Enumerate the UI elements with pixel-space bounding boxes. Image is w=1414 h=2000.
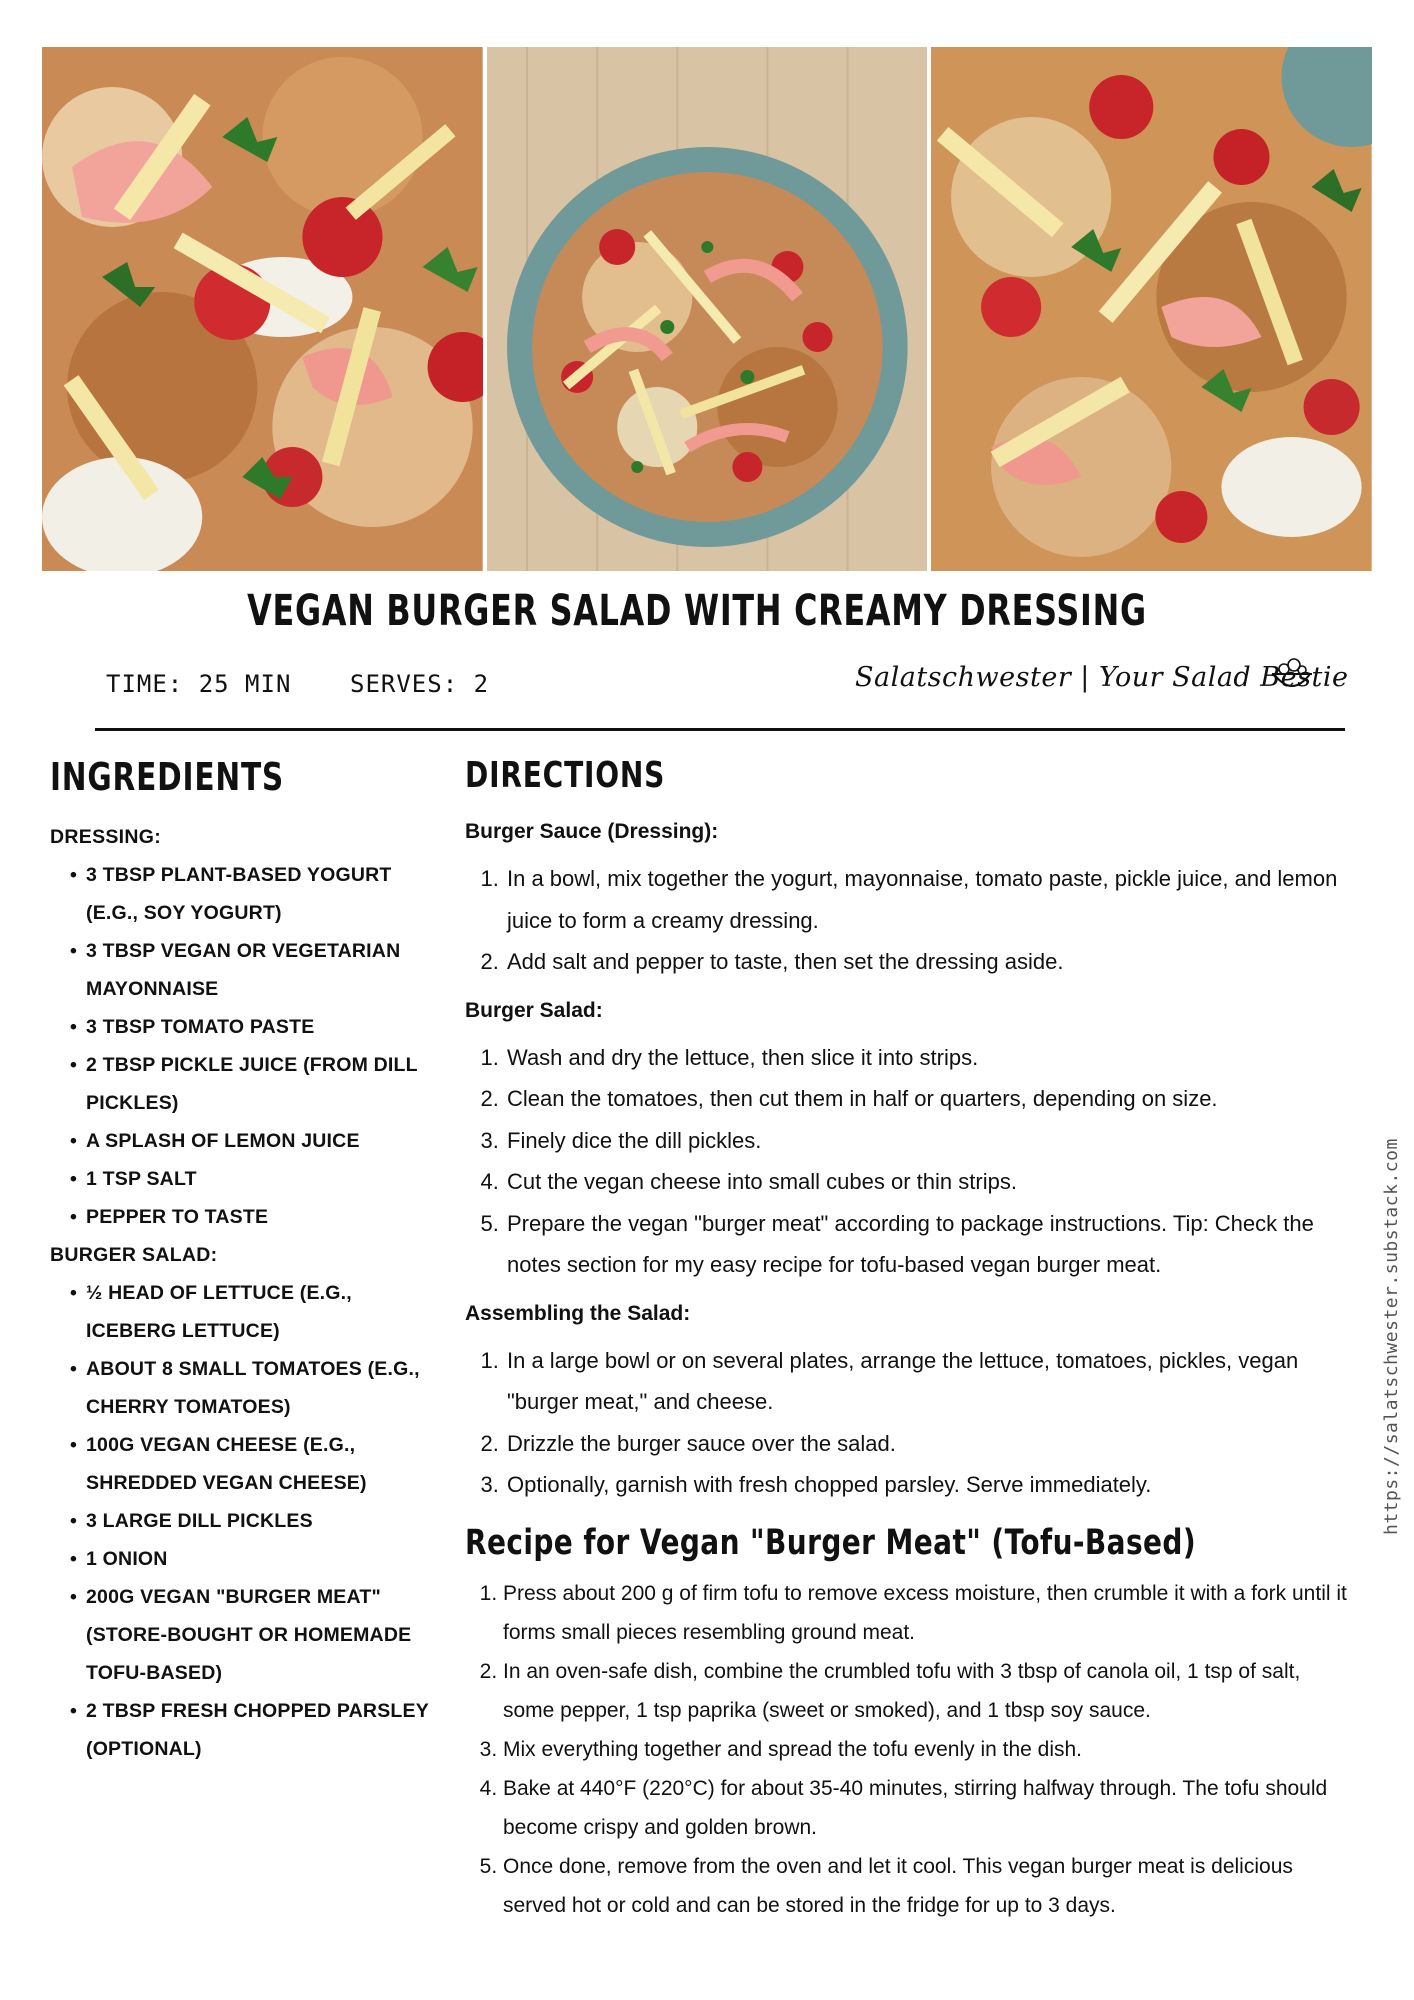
direction-step: 1. Wash and dry the lettuce, then slice it into strips. — [505, 1037, 1355, 1079]
ingredient-item: • 2 TBSP PICKLE JUICE (FROM DILL PICKLES) — [70, 1046, 440, 1122]
salad-closeup-photo-left — [42, 47, 483, 571]
ingredient-item: • A SPLASH OF LEMON JUICE — [70, 1122, 440, 1160]
ingredient-list — [50, 856, 440, 1236]
tofu-step: 1. Press about 200 g of firm tofu to remove excess moisture, then crumble it with a fork until it forms small pieces resembling ground meat. — [503, 1574, 1355, 1652]
salad-bowl-photo-center — [487, 47, 928, 571]
tofu-recipe-heading: Recipe for Vegan "Burger Meat" (Tofu-Based) — [465, 1522, 1197, 1563]
ingredient-item: • 2 TBSP FRESH CHOPPED PARSLEY (OPTIONAL) — [70, 1692, 440, 1768]
ingredients-section-label: BURGER SALAD: — [50, 1244, 218, 1266]
directions-panel — [465, 816, 1355, 1925]
direction-step: 2. Clean the tomatoes, then cut them in half or quarters, depending on size. — [505, 1078, 1355, 1120]
ingredients-section-dressing — [50, 818, 440, 1236]
direction-step: 5. Prepare the vegan "burger meat" according to package instructions. Tip: Check the notes section for my easy recipe for tofu-based vegan burger meat. — [505, 1203, 1355, 1286]
directions-section-label: Assembling the Salad: — [465, 1301, 691, 1325]
direction-step: 3. Optionally, garnish with fresh chopped parsley. Serve immediately. — [505, 1464, 1355, 1506]
directions-step-list — [465, 1340, 1355, 1506]
time-label: TIME: 25 MIN — [106, 670, 292, 698]
ingredients-heading: INGREDIENTS — [50, 755, 285, 799]
direction-step: 1. In a large bowl or on several plates, arrange the lettuce, tomatoes, pickles, vegan "burger meat," and cheese. — [505, 1340, 1355, 1423]
directions-step-list — [465, 1037, 1355, 1286]
ingredients-panel — [50, 818, 440, 1768]
directions-heading: DIRECTIONS — [465, 755, 666, 796]
ingredient-item: • PEPPER TO TASTE — [70, 1198, 440, 1236]
direction-step: 3. Finely dice the dill pickles. — [505, 1120, 1355, 1162]
recipe-title: VEGAN BURGER SALAD WITH CREAMY DRESSING — [247, 586, 1147, 636]
serves-label: SERVES: 2 — [350, 670, 490, 698]
ingredient-item: • ABOUT 8 SMALL TOMATOES (E.G., CHERRY TOMATOES) — [70, 1350, 440, 1426]
ingredient-item: • 3 TBSP PLANT-BASED YOGURT (E.G., SOY YOGURT) — [70, 856, 440, 932]
brand-signature: Salatschwester | Your Salad Bestie — [855, 662, 1349, 693]
ingredient-list — [50, 1274, 440, 1768]
tofu-step: 5. Once done, remove from the oven and let it cool. This vegan burger meat is delicious served hot or cold and can be stored in the fridge for up to 3 days. — [503, 1847, 1355, 1925]
directions-section-label: Burger Sauce (Dressing): — [465, 820, 719, 843]
ingredient-item: • 3 TBSP VEGAN OR VEGETARIAN MAYONNAISE — [70, 932, 440, 1008]
tofu-step: 2. In an oven-safe dish, combine the crumbled tofu with 3 tbsp of canola oil, 1 tsp of salt, some pepper, 1 tsp paprika (sweet or smoked), and 1 tbsp soy sauce. — [503, 1652, 1355, 1730]
tofu-step: 4. Bake at 440°F (220°C) for about 35-40 minutes, stirring halfway through. The tofu should become crispy and golden brown. — [503, 1769, 1355, 1847]
photo-strip — [42, 47, 1372, 571]
ingredient-item: • 200G VEGAN "BURGER MEAT" (STORE-BOUGHT OR HOMEMADE TOFU-BASED) — [70, 1578, 440, 1692]
directions-step-list — [465, 858, 1355, 983]
tofu-step: 3. Mix everything together and spread the tofu evenly in the dish. — [503, 1730, 1355, 1769]
ingredient-item: • 100G VEGAN CHEESE (E.G., SHREDDED VEGAN CHEESE) — [70, 1426, 440, 1502]
ingredients-section-burger-salad — [50, 1236, 440, 1768]
ingredients-section-label: DRESSING: — [50, 826, 162, 848]
directions-section-label: Burger Salad: — [465, 998, 603, 1022]
ingredient-item: • 3 TBSP TOMATO PASTE — [70, 1008, 440, 1046]
ingredient-item: • 3 LARGE DILL PICKLES — [70, 1502, 440, 1540]
direction-step: 2. Drizzle the burger sauce over the salad. — [505, 1423, 1355, 1465]
substack-url[interactable]: https://salatschwester.substack.com — [1381, 1138, 1402, 1535]
direction-step: 2. Add salt and pepper to taste, then set the dressing aside. — [505, 941, 1355, 983]
ingredient-item: • ½ HEAD OF LETTUCE (E.G., ICEBERG LETTUCE) — [70, 1274, 440, 1350]
tofu-recipe-step-list — [465, 1574, 1355, 1925]
direction-step: 4. Cut the vegan cheese into small cubes or thin strips. — [505, 1161, 1355, 1203]
direction-step: 1. In a bowl, mix together the yogurt, mayonnaise, tomato paste, pickle juice, and lemon juice to form a creamy dressing. — [505, 858, 1355, 941]
salad-bowl-icon — [1270, 654, 1314, 694]
ingredient-item: • 1 ONION — [70, 1540, 440, 1578]
salad-closeup-photo-right — [931, 47, 1372, 571]
header-divider — [95, 728, 1345, 731]
ingredient-item: • 1 TSP SALT — [70, 1160, 440, 1198]
